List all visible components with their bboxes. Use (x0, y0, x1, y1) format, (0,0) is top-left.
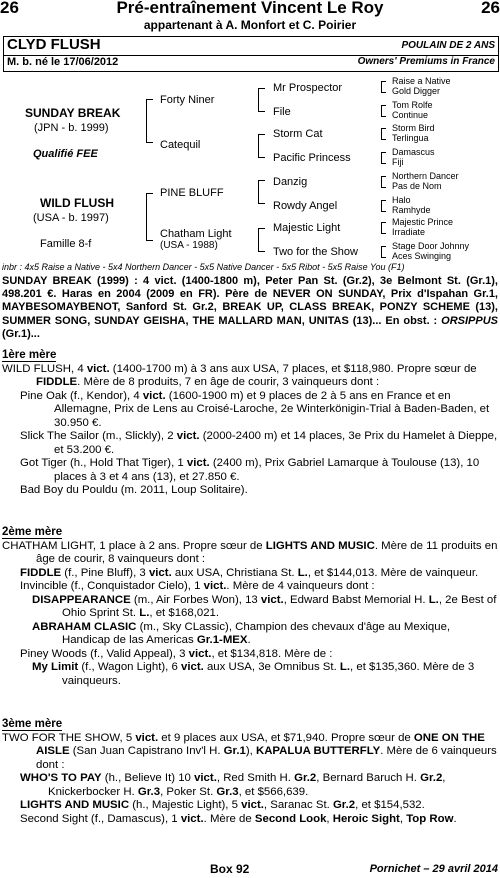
pedigree-g4-12: Ramhyde (392, 205, 431, 215)
second-dam-produce-1 (2, 567, 498, 581)
sire-record-text: SUNDAY BREAK (1999) : 4 vict. (1400-1800 m), Peter Pan St. (Gr.2), 3e Belmont St. (Gr.1), 498.201 €. Haras en 2004 (2009 en FR). Père de NEVER ON SUNDAY, Prix d'Ispahan Gr.1, MAYBESOMAYBENOT, Sanford St. Gr.2, BREAK UP, CLASS BREAK, PONZY SCHEME (13), SUMMER SONG, SUNDAY GEISHA, THE MALLARD MAN, UNITAS (13)... En obst. : (2, 275, 498, 327)
pedigree-g4-4: Continue (392, 110, 429, 120)
sire-name: SUNDAY BREAK (25, 106, 121, 120)
text-segment: (h., Believe It) 10 (101, 772, 195, 784)
text-segment: vict. (86, 362, 110, 375)
text-segment: Slick The Sailor (m., Slickly), 2 (20, 430, 177, 442)
third-dam-produce-3 (2, 813, 498, 827)
text-segment: Gr.2 (420, 772, 443, 784)
text-segment: (m., Air Forbes Won), 13 (130, 593, 261, 606)
second-dam-para (2, 540, 498, 567)
text-segment: (f., Wagon Light), 6 (78, 661, 181, 673)
pedigree-g4-2: Gold Digger (392, 86, 441, 96)
text-segment: . Mère de 4 vainqueurs dont : (226, 580, 375, 592)
third-dam-heading (2, 718, 498, 732)
text-segment: L. (428, 593, 439, 606)
text-segment: (f., Pine Bluff), 3 (61, 566, 149, 579)
text-segment: vict. (180, 812, 204, 825)
first-dam-produce-2 (2, 430, 498, 457)
text-segment: , Bernard Baruch H. (316, 772, 421, 784)
pedigree-g4-3: Tom Rolfe (392, 100, 433, 110)
text-segment: , (326, 812, 333, 825)
page-title: Pré-entraînement Vincent Le Roy (116, 0, 384, 17)
second-dam-section (2, 526, 498, 688)
text-segment: (San Juan Capistrano Inv'l H. (69, 745, 224, 757)
horse-identity-box (3, 36, 499, 72)
text-segment: Top Row (406, 812, 454, 825)
sire-record (2, 275, 498, 341)
pedigree-chart (0, 72, 500, 262)
text-segment: L. (139, 607, 150, 619)
text-segment: , et $135,360. Mère de 3 vainqueurs. (62, 661, 475, 687)
bracket-g3-2 (381, 105, 386, 117)
third-dam-heading-label: 3ème mère (2, 718, 63, 730)
bracket-g2-2 (258, 134, 265, 158)
text-segment: Pine Oak (f., Kendor), 4 (20, 389, 143, 402)
text-segment: et 9 places aux USA, et $71,940. Propre sœur de (158, 731, 414, 744)
second-dam-grandproduce-2 (2, 621, 498, 648)
text-segment: (2400 m), Prix Gabriel Lamarque à Toulouse (13), 10 places à 3 et 4 ans (13), et 27.850 €. (54, 457, 480, 483)
third-dam-para (2, 732, 498, 773)
pedigree-g2-3: PINE BLUFF (160, 187, 224, 199)
text-segment: , et $134,818. Mère de : (211, 647, 333, 660)
text-segment: vict. (135, 731, 159, 744)
text-segment: My Limit (32, 661, 79, 673)
pedigree-g4-15: Stage Door Johnny (392, 241, 470, 251)
text-segment: . Mère de (203, 812, 255, 825)
first-dam-produce-1 (2, 390, 498, 431)
text-segment: WILD FLUSH, 4 (2, 362, 87, 375)
sire-note: Qualifié FEE (33, 148, 98, 160)
text-segment: , Edward Babst Memorial H. (283, 593, 429, 606)
text-segment: FIDDLE (36, 376, 78, 388)
text-segment: (1400-1700 m) à 3 ans aux USA, 7 places, et $118,980. Propre sœur de (109, 362, 477, 375)
box-number: Box 92 (210, 862, 250, 876)
text-segment: L. (339, 661, 351, 673)
text-segment: vict. (186, 457, 210, 469)
bracket-g2-4 (258, 228, 265, 252)
bracket-sire (146, 99, 153, 143)
text-segment: Got Tiger (h., Hold That Tiger), 1 (20, 457, 187, 469)
bracket-g2-3 (258, 180, 265, 204)
text-segment: L. (297, 566, 308, 579)
text-segment: Second Sight (f., Damascus), 1 (20, 812, 181, 825)
dam-info: (USA - b. 1997) (33, 212, 109, 224)
dam-name: WILD FLUSH (40, 196, 114, 210)
text-segment: vict. (176, 430, 200, 442)
text-segment: , (399, 812, 407, 825)
second-dam-grandproduce-3 (2, 661, 498, 688)
pedigree-g3-5: Danzig (273, 176, 308, 188)
page-number-right: 26 (481, 0, 500, 17)
text-segment: ), (245, 745, 256, 757)
text-segment: Heroic Sight (332, 812, 400, 825)
bracket-g3-1 (381, 81, 386, 93)
text-segment: TWO FOR THE SHOW, 5 (2, 731, 136, 744)
pedigree-g3-8: Two for the Show (273, 246, 358, 258)
horse-sex-age: POULAIN DE 2 ANS (401, 40, 495, 51)
text-segment: (h., Majestic Light), 5 (129, 799, 242, 811)
bracket-g3-6 (381, 200, 386, 212)
bracket-g3-3 (381, 128, 386, 140)
pedigree-g3-7: Majestic Light (273, 222, 341, 234)
text-segment: Gr.1-MEX (196, 634, 248, 646)
pedigree-g3-3: Storm Cat (273, 128, 323, 140)
first-dam-produce-4: Bad Boy du Pouldu (m. 2011, Loup Solitaire). (20, 484, 248, 496)
pedigree-g2-2: Catequil (160, 139, 201, 151)
pedigree-g4-10: Pas de Nom (392, 181, 442, 191)
pedigree-g4-9: Northern Dancer (392, 171, 459, 181)
second-dam-produce-3 (2, 648, 498, 662)
text-segment: Gr.2 (332, 799, 356, 811)
pedigree-g4-7: Damascus (392, 147, 435, 157)
text-segment: , et $566,639. (238, 785, 309, 798)
text-segment: vict. (180, 661, 204, 673)
text-segment: , Poker St. (160, 785, 217, 798)
first-dam-produce-3 (2, 457, 498, 484)
text-segment: , 2e Best of Ohio Sprint St. (62, 593, 497, 619)
text-segment: , Red Smith H. (216, 772, 295, 784)
pedigree-g3-4: Pacific Princess (273, 152, 351, 164)
text-segment: (m., Sky CLassic), Champion des chevaux d'âge au Mexique, Handicap de las Americas (62, 620, 451, 646)
text-segment: , Saranac St. (263, 799, 333, 811)
pedigree-g3-1: Mr Prospector (273, 82, 343, 94)
page-number-left: 26 (0, 0, 19, 17)
horse-premium: Owners' Premiums in France (357, 56, 495, 67)
first-dam-section (2, 349, 498, 498)
bracket-dam (146, 193, 153, 241)
bracket-g3-5 (381, 176, 386, 188)
text-segment: WHO'S TO PAY (20, 772, 102, 784)
sire-record-italic: ORSIPPUS (441, 314, 498, 327)
page-subtitle: appartenant à A. Monfort et C. Poirier (143, 18, 357, 32)
third-dam-produce-1 (2, 772, 498, 799)
pedigree-g2-4: Chatham Light (160, 228, 232, 240)
text-segment: DISAPPEARANCE (32, 593, 131, 606)
inbreeding-line: inbr : 4x5 Raise a Native - 5x4 Northern Dancer - 5x5 Native Dancer - 5x5 Ribot - 5x5 Raise You (F1) (2, 262, 405, 272)
bracket-g3-8 (381, 246, 386, 258)
text-segment: , Knickerbocker H. (48, 772, 446, 798)
second-dam-heading-label: 2ème mère (2, 526, 63, 538)
text-segment: vict. (203, 580, 227, 592)
first-dam-para (2, 363, 498, 390)
second-dam-produce-2 (2, 580, 498, 594)
text-segment: Gr.1 (223, 745, 246, 757)
text-segment: KAPALUA BUTTERFLY (255, 745, 381, 757)
bracket-g2-1 (258, 88, 265, 112)
pedigree-g4-16: Aces Swinging (392, 251, 452, 261)
bracket-g3-7 (381, 222, 386, 234)
pedigree-g2-4-info: (USA - 1988) (160, 240, 218, 251)
text-segment: ONE ON THE AISLE (36, 731, 485, 757)
text-segment: (2000-2400 m) et 14 places, 3e Prix du Hamelet à Dieppe, et 53.200 €. (54, 430, 498, 456)
horse-birth: M. b. né le 17/06/2012 (7, 56, 119, 68)
pedigree-g4-5: Storm Bird (392, 123, 435, 133)
first-dam-heading-label: 1ère mère (2, 349, 57, 361)
text-segment: Gr.2 (294, 772, 317, 784)
text-segment: vict. (260, 593, 284, 606)
pedigree-g3-2: File (273, 106, 291, 118)
bracket-g3-4 (381, 152, 386, 164)
second-dam-grandproduce-1 (2, 594, 498, 621)
dam-note: Famille 8-f (40, 238, 92, 250)
text-segment: vict. (148, 566, 172, 579)
pedigree-g4-8: Fiji (392, 157, 404, 167)
text-segment: . Mère de 11 produits en âge de courir, 8 vainqueurs dont : (36, 539, 498, 565)
third-dam-produce-2 (2, 799, 498, 813)
text-segment: LIGHTS AND MUSIC (265, 539, 375, 552)
text-segment: Second Look (254, 812, 327, 825)
text-segment: . Mère de 6 vainqueurs dont : (36, 745, 497, 771)
pedigree-g4-11: Halo (392, 195, 411, 205)
page-header (0, 0, 500, 40)
text-segment: Piney Woods (f., Valid Appeal), 3 (20, 647, 189, 660)
text-segment: aux USA, Christiana St. (171, 566, 298, 579)
text-segment: FIDDLE (20, 566, 62, 579)
pedigree-g2-1: Forty Niner (160, 94, 215, 106)
text-segment: (1600-1900 m) et 9 places de 2 à 5 ans en France et en Allemagne, Prix de Lens au Croisé-Laroche, 2e Winterkönigin-Trial à Baden-Baden, et 30.950 €. (54, 389, 490, 429)
text-segment: LIGHTS AND MUSIC (20, 799, 130, 811)
text-segment: vict. (241, 799, 264, 811)
footer-place-date: Pornichet – 29 avril 2014 (369, 863, 498, 875)
text-segment: , et $154,532. (355, 799, 425, 811)
second-dam-heading (2, 526, 498, 540)
sire-info: (JPN - b. 1999) (34, 122, 109, 134)
text-segment: Gr.3 (137, 785, 161, 798)
text-segment: , et $168,021. (149, 607, 220, 619)
text-segment: Gr.3 (216, 785, 239, 798)
pedigree-g3-6: Rowdy Angel (273, 200, 338, 212)
text-segment: . (247, 634, 251, 646)
page-footer (0, 862, 500, 878)
text-segment: CHATHAM LIGHT, 1 place à 2 ans. Propre sœur de (2, 539, 266, 552)
text-segment: . (453, 812, 457, 825)
first-dam-heading (2, 349, 498, 363)
third-dam-section (2, 718, 498, 826)
text-segment: vict. (188, 647, 212, 660)
text-segment: aux USA, 3e Omnibus St. (203, 661, 340, 673)
text-segment: , et $144,013. Mère de vainqueur. (307, 566, 479, 579)
text-segment: Invincible (f., Conquistador Cielo), 1 (20, 580, 204, 592)
text-segment: vict. (142, 389, 166, 402)
horse-name: CLYD FLUSH (7, 36, 101, 53)
sire-record-end: (Gr.1)... (2, 327, 40, 340)
text-segment: ABRAHAM CLASIC (32, 620, 137, 633)
text-segment: vict. (194, 772, 217, 784)
pedigree-g4-6: Terlingua (392, 133, 429, 143)
pedigree-g4-1: Raise a Native (392, 76, 451, 86)
pedigree-g4-13: Majestic Prince (392, 217, 454, 227)
text-segment: . Mère de 8 produits, 7 en âge de courir, 3 vainqueurs dont : (77, 376, 380, 388)
pedigree-g4-14: Irradiate (392, 227, 426, 237)
